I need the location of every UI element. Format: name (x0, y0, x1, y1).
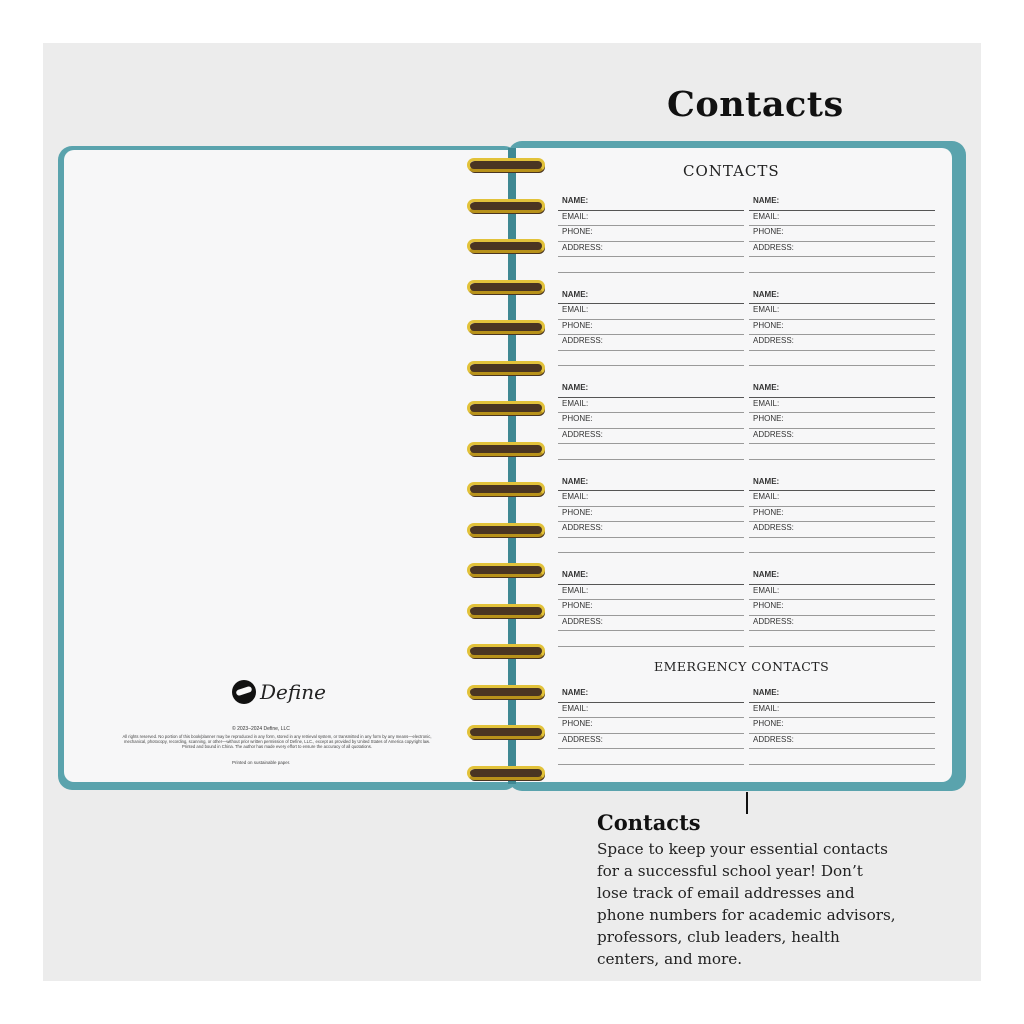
contact-email-field[interactable]: EMAIL: (749, 585, 935, 601)
contact-address-field[interactable]: ADDRESS: (749, 335, 935, 351)
contact-address-field[interactable]: ADDRESS: (558, 616, 744, 632)
spiral-ring (467, 685, 547, 703)
contact-address-field[interactable]: ADDRESS: (558, 335, 744, 351)
contact-phone-field[interactable]: PHONE: (558, 600, 744, 616)
contact-address-line-2[interactable] (749, 257, 935, 273)
define-logo-icon (232, 680, 256, 704)
spiral-ring-front (467, 725, 545, 739)
contact-address-field[interactable]: ADDRESS: (558, 429, 744, 445)
spiral-ring-front (467, 199, 545, 213)
spiral-ring (467, 442, 547, 460)
spiral-ring-front (467, 361, 545, 375)
contact-address-line-2[interactable] (749, 749, 935, 765)
contact-email-field[interactable]: EMAIL: (749, 703, 935, 719)
callout-description: Space to keep your essential contacts for a successful school year! Don’t lose track of email addresses and phone numbers for academic advisors, professors, club leaders, health centers, and more. (597, 840, 896, 968)
spiral-ring (467, 563, 547, 581)
contact-email-field[interactable]: EMAIL: (749, 211, 935, 227)
contact-address-field[interactable]: ADDRESS: (749, 734, 935, 750)
spiral-ring-front (467, 482, 545, 496)
contact-phone-field[interactable]: PHONE: (749, 718, 935, 734)
define-logo (232, 680, 326, 704)
spiral-ring (467, 158, 547, 176)
contact-name-field[interactable]: NAME: (558, 289, 744, 305)
contact-phone-field[interactable]: PHONE: (558, 226, 744, 242)
contact-address-line-2[interactable] (558, 631, 744, 647)
spiral-ring-front (467, 401, 545, 415)
spiral-ring (467, 280, 547, 298)
contact-name-field[interactable]: NAME: (558, 382, 744, 398)
contact-email-field[interactable]: EMAIL: (558, 398, 744, 414)
spiral-ring-front (467, 320, 545, 334)
contact-name-field[interactable]: NAME: (749, 687, 935, 703)
spiral-ring-front (467, 563, 545, 577)
contact-email-field[interactable]: EMAIL: (558, 211, 744, 227)
contact-address-line-2[interactable] (558, 749, 744, 765)
contact-address-line-2[interactable] (749, 351, 935, 367)
contact-address-line-2[interactable] (558, 351, 744, 367)
spiral-ring (467, 199, 547, 217)
contact-name-field[interactable]: NAME: (749, 195, 935, 211)
contact-address-field[interactable]: ADDRESS: (558, 242, 744, 258)
copyright-line: © 2023–2024 Define, LLC (232, 726, 290, 732)
spiral-ring-front (467, 523, 545, 537)
contact-address-line-2[interactable] (749, 444, 935, 460)
contact-address-line-2[interactable] (558, 257, 744, 273)
contact-address-field[interactable]: ADDRESS: (558, 522, 744, 538)
contact-name-field[interactable]: NAME: (749, 569, 935, 585)
contact-phone-field[interactable]: PHONE: (558, 718, 744, 734)
spiral-ring-front (467, 766, 545, 780)
contact-email-field[interactable]: EMAIL: (558, 703, 744, 719)
contact-phone-field[interactable]: PHONE: (558, 507, 744, 523)
contact-address-line-2[interactable] (558, 538, 744, 554)
contact-email-field[interactable]: EMAIL: (558, 491, 744, 507)
contact-address-line-2[interactable] (749, 538, 935, 554)
contact-address-line-2[interactable] (749, 631, 935, 647)
spiral-ring (467, 725, 547, 743)
contact-name-field[interactable]: NAME: (558, 569, 744, 585)
spiral-ring-front (467, 685, 545, 699)
spiral-ring (467, 523, 547, 541)
contact-name-field[interactable]: NAME: (558, 195, 744, 211)
contact-name-field[interactable]: NAME: (558, 687, 744, 703)
contact-name-field[interactable]: NAME: (749, 382, 935, 398)
emergency-contacts-heading: EMERGENCY CONTACTS (654, 659, 830, 674)
contact-email-field[interactable]: EMAIL: (558, 585, 744, 601)
page-title: Contacts (667, 84, 844, 125)
spiral-ring (467, 604, 547, 622)
legal-notice: All rights reserved. No portion of this book/planner may be reproduced in any form, stored in any retrieval system, or transmitted in any form by any means—electronic, mechanical, photocopy, recording, scanning, or other—without prior written permission of Define, LLC., except as provided by United States of America copyright law. Printed and bound in China. The author has made every effort to ensure the accuracy of all quotations. (122, 734, 432, 749)
contact-phone-field[interactable]: PHONE: (749, 413, 935, 429)
contact-address-line-2[interactable] (558, 444, 744, 460)
contact-phone-field[interactable]: PHONE: (749, 507, 935, 523)
spiral-ring (467, 320, 547, 338)
contact-name-field[interactable]: NAME: (749, 476, 935, 492)
contact-phone-field[interactable]: PHONE: (749, 320, 935, 336)
spiral-ring-front (467, 158, 545, 172)
contact-phone-field[interactable]: PHONE: (749, 226, 935, 242)
contact-name-field[interactable]: NAME: (558, 476, 744, 492)
contact-email-field[interactable]: EMAIL: (558, 304, 744, 320)
spiral-ring-front (467, 604, 545, 618)
spiral-ring (467, 644, 547, 662)
callout-title: Contacts (597, 810, 701, 835)
contact-email-field[interactable]: EMAIL: (749, 491, 935, 507)
spiral-ring-front (467, 280, 545, 294)
contact-address-field[interactable]: ADDRESS: (749, 522, 935, 538)
contact-address-field[interactable]: ADDRESS: (749, 429, 935, 445)
define-logo-wordmark: Define (260, 680, 326, 704)
spiral-ring (467, 766, 547, 784)
printed-note: Printed on sustainable paper. (232, 760, 291, 765)
contact-phone-field[interactable]: PHONE: (558, 320, 744, 336)
spiral-ring (467, 361, 547, 379)
contact-address-field[interactable]: ADDRESS: (558, 734, 744, 750)
spiral-ring (467, 239, 547, 257)
spiral-ring-front (467, 442, 545, 456)
spiral-ring (467, 401, 547, 419)
contact-phone-field[interactable]: PHONE: (749, 600, 935, 616)
contacts-heading: CONTACTS (683, 162, 780, 180)
contact-email-field[interactable]: EMAIL: (749, 304, 935, 320)
spiral-ring (467, 482, 547, 500)
contact-address-field[interactable]: ADDRESS: (749, 616, 935, 632)
contact-email-field[interactable]: EMAIL: (749, 398, 935, 414)
contact-address-field[interactable]: ADDRESS: (749, 242, 935, 258)
callout-pointer-line (746, 792, 748, 814)
spiral-ring-front (467, 644, 545, 658)
spiral-ring-front (467, 239, 545, 253)
contact-phone-field[interactable]: PHONE: (558, 413, 744, 429)
contact-name-field[interactable]: NAME: (749, 289, 935, 305)
